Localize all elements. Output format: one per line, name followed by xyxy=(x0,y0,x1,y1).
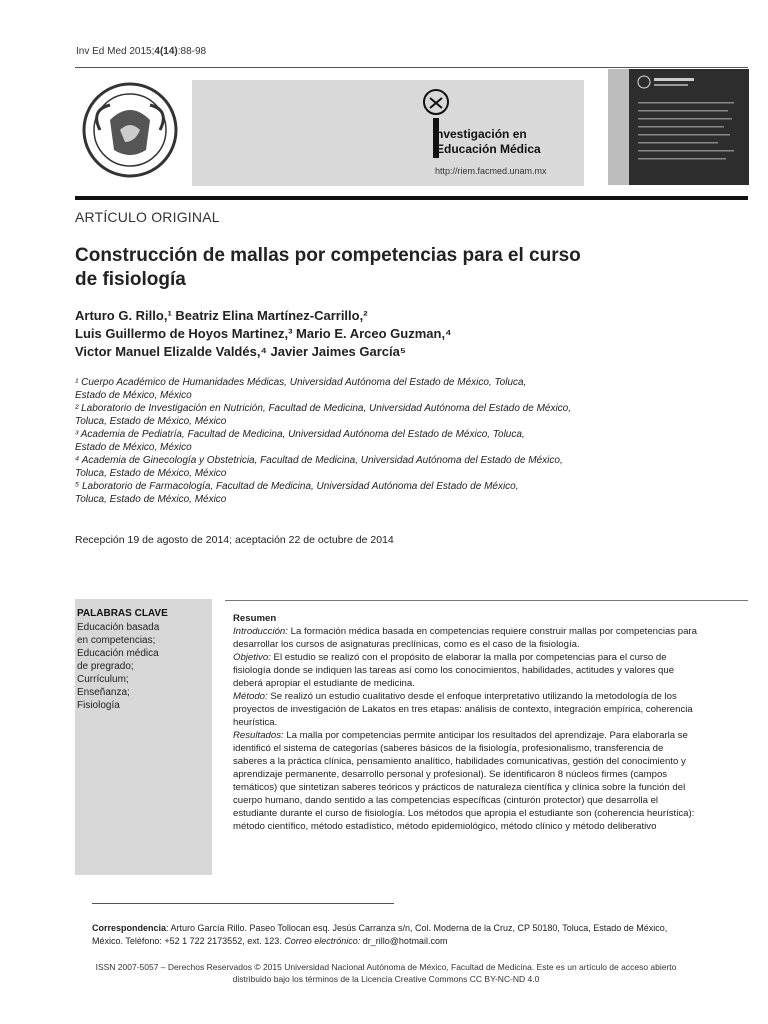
license-footer: ISSN 2007-5057 – Derechos Reservados © 2015 Universidad Nacional Autónoma de México, Facultad de Medicina. Este es un artículo de acceso abierto distribuido bajo los términos de la Licencia Creative Commons CC BY-NC-ND 4.0 xyxy=(95,962,677,984)
abstract xyxy=(233,612,697,833)
abstract-method: Método: Se realizó un estudio cualitativo desde el enfoque interpretativo utilizando la metodología de los proyectos de investigación de Lakatos en tres etapas: análisis de contexto, integración empírica, coherencia heurística. xyxy=(233,691,693,728)
top-rule xyxy=(75,67,748,68)
header-rule xyxy=(75,196,748,200)
citation: Inv Ed Med 2015;4(14):88-98 xyxy=(76,46,207,57)
abstract-heading: Resumen xyxy=(233,613,277,624)
keywords-title: PALABRAS CLAVE xyxy=(77,608,168,619)
abstract-results: Resultados: La malla por competencias permite anticipar los resultados del aprendizaje. Para elaborarla se identificó el sistema de categorías (saberes básicos de la fisiología, profesionalismo, transferencia de saberes a la práctica clínica, pensamiento analítico, habilidades comunicativas, gestión del conocimiento y aprendizaje permanente, desarrollo personal y profesional). Se identificaron 8 núcleos firmes (campos temáticos) que sintetizan saberes teóricos y prácticos de naturaleza científica y clínica sobre la función del cuerpo humano, dando sentido a las competencias específicas (cinturón protector) que desarrolla el estudiante durante el curso de fisiología. Los métodos que apropia el estudiante son (coherencia heurística): método científico, método estadístico, método epidemiológico, método clínico y método deliberativo xyxy=(233,730,695,832)
unam-seal-logo xyxy=(80,80,180,180)
correspondence-email[interactable]: dr_rillo@hotmail.com xyxy=(360,936,448,946)
keywords-list: Educación basada en competencias; Educación médica de pregrado; Currículum; Enseñanza; Fisiología xyxy=(77,622,160,711)
footnote-rule xyxy=(92,903,394,904)
abstract-objective: Objetivo: El estudio se realizó con el propósito de elaborar la malla por competencias para el curso de fisiología donde se indiquen las tareas así como los conocimientos, habilidades, actitudes y valores que deberá apropiar el estudiante de medicina. xyxy=(233,652,675,689)
abstract-rule xyxy=(225,600,748,601)
journal-url[interactable]: http://riem.facmed.unam.mx xyxy=(435,166,547,176)
correspondence: Correspondencia: Arturo García Rillo. Paseo Tollocan esq. Jesús Carranza s/n, Col. Moderna de la Cruz, CP 50180, Toluca, Estado de México, México. Teléfono: +52 1 722 2173552, ext. 123. Correo electrónico: dr_rillo@hotmail.com xyxy=(92,923,668,946)
journal-cover-strip xyxy=(608,69,629,185)
journal-cover-lines xyxy=(630,72,748,184)
article-title: Construcción de mallas por competencias para el curso de fisiología xyxy=(75,245,581,290)
received-dates: Recepción 19 de agosto de 2014; aceptación 22 de octubre de 2014 xyxy=(75,534,394,546)
author-list: Arturo G. Rillo,¹ Beatriz Elina Martínez-Carrillo,² Luis Guillermo de Hoyos Martinez,³ Mario E. Arceo Guzman,⁴ Victor Manuel Elizalde Valdés,⁴ Javier Jaimes García⁵ xyxy=(75,308,452,359)
abstract-introduction: Introducción: La formación médica basada en competencias requiere construir mallas por competencias para desarrollar los cursos de asignaturas preclínicas, como es el caso de la fisiología. xyxy=(233,626,697,650)
journal-name: nvestigación en Educación Médica xyxy=(436,127,541,156)
affiliations: ¹ Cuerpo Académico de Humanidades Médicas, Universidad Autónoma del Estado de México, Toluca, Estado de México, México ² Laboratorio de Investigación en Nutrición, Facultad de Medicina, Universidad Autónoma del Estado de México, Toluca, Estado de México, México ³ Academia de Pediatría, Facultad de Medicina, Universidad Autónoma del Estado de México, Toluca, Estado de México, México ⁴ Academia de Ginecología y Obstetricia, Facultad de Medicina, Universidad Autónoma del Estado de México, Toluca, Estado de México, México ⁵ Laboratorio de Farmacología, Facultad de Medicina, Universidad Autónoma del Estado de México, Toluca, Estado de México, México xyxy=(75,377,572,505)
section-label: ARTÍCULO ORIGINAL xyxy=(75,209,220,225)
